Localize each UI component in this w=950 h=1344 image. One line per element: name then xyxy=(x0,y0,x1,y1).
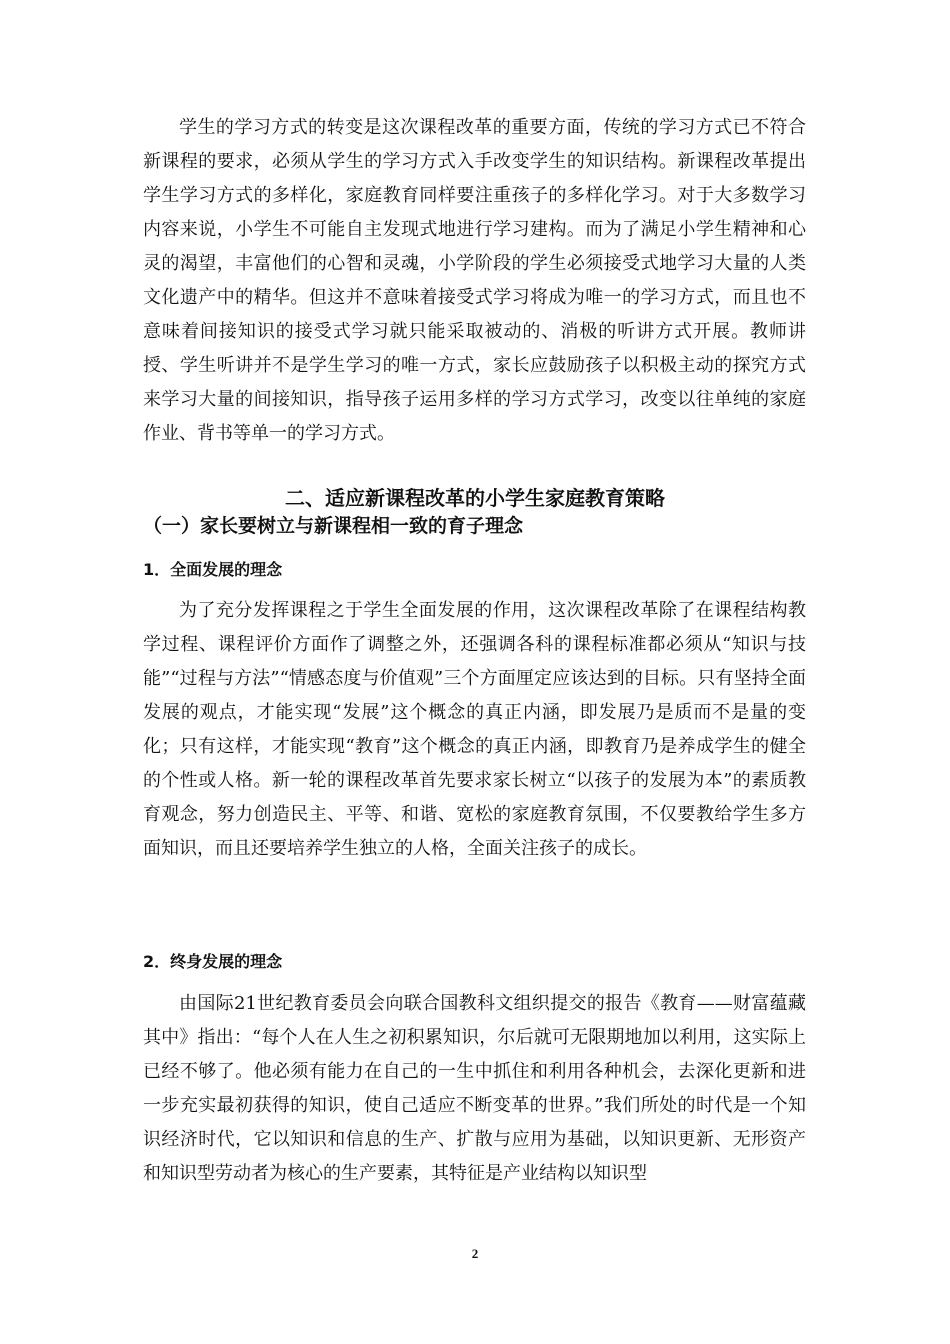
page-number: 2 xyxy=(471,1246,479,1261)
subsection-heading: （一）家长要树立与新课程相一致的育子理念 xyxy=(143,515,524,537)
paragraph-holistic-development: 为了充分发挥课程之于学生全面发展的作用，这次课程改革除了在课程结构教学过程、课程评价方面作了调整之外，还强调各科的课程标准都必须从“知识与技能”“过程与方法”“情感态度与价值观”三个方面厘定应该达到的目标。只有坚持全面发展的观点，才能实现“发展”这个概念的真正内涵，即发展乃是质而不是量的变化；只有这样，才能实现“教育”这个概念的真正内涵，即教育乃是养成学生的健全的个性或人格。新一轮的课程改革首先要求家长树立“以孩子的发展为本”的素质教育观念，努力创造民主、平等、和谐、宽松的家庭教育氛围，不仅要教给学生多方面知识，而且还要培养学生独立的人格，全面关注孩子的成长。 xyxy=(143,600,806,859)
item-heading-lifelong-development: 2．终身发展的理念 xyxy=(143,952,283,971)
paragraph-lifelong-development: 由国际21世纪教育委员会向联合国教科文组织提交的报告《教育——财富蕴藏其中》指出：“每个人在人生之初积累知识，尔后就可无限期地加以利用，这实际上已经不够了。他必须有能力在自己的一生中抓住和利用各种机会，去深化更新和进一步充实最初获得的知识，使自己适应不断变革的世界。”我们所处的时代是一个知识经济时代，它以知识和信息的生产、扩散与应用为基础，以知识更新、无形资产和知识型劳动者为核心的生产要素，其特征是产业结构以知识型 xyxy=(143,993,806,1184)
section-heading: 二、适应新课程改革的小学生家庭教育策略 xyxy=(285,486,665,510)
item-heading-holistic-development: 1．全面发展的理念 xyxy=(143,560,283,579)
paragraph-learning-methods: 学生的学习方式的转变是这次课程改革的重要方面，传统的学习方式已不符合新课程的要求，必须从学生的学习方式入手改变学生的知识结构。新课程改革提出学生学习方式的多样化，家庭教育同样要注重孩子的多样化学习。对于大多数学习内容来说，小学生不可能自主发现式地进行学习建构。而为了满足小学生精神和心灵的渴望，丰富他们的心智和灵魂，小学阶段的学生必须接受式地学习大量的人类文化遗产中的精华。但这并不意味着接受式学习将成为唯一的学习方式，而且也不意味着间接知识的接受式学习就只能采取被动的、消极的听讲方式开展。教师讲授、学生听讲并不是学生学习的唯一方式，家长应鼓励孩子以积极主动的探究方式来学习大量的间接知识，指导孩子运用多样的学习方式学习，改变以往单纯的家庭作业、背书等单一的学习方式。 xyxy=(143,117,806,444)
